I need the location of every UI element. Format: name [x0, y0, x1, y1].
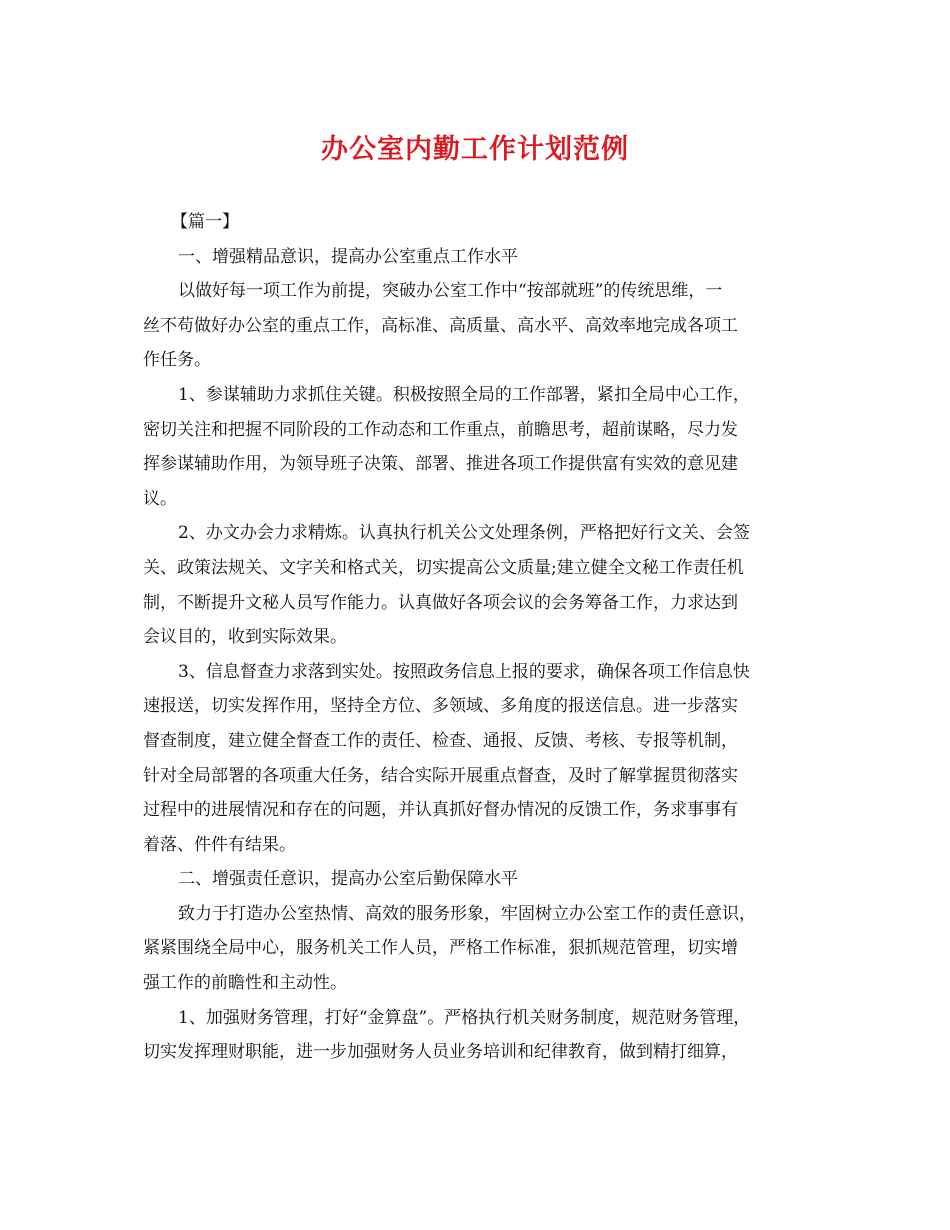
paragraph-line: 致力于打造办公室热情、高效的服务形象，牢固树立办公室工作的责任意识， — [178, 903, 756, 924]
paragraph-line: 密切关注和把握不同阶段的工作动态和工作重点，前瞻思考，超前谋略，尽力发 — [143, 419, 738, 440]
paragraph-line: 强工作的前瞻性和主动性。 — [143, 973, 347, 994]
paragraph-line: 作任务。 — [143, 350, 211, 371]
paragraph-line: 挥参谋辅助作用，为领导班子决策、部署、推进各项工作提供富有实效的意见建 — [143, 454, 738, 475]
subheading: 一、增强精品意识，提高办公室重点工作水平 — [178, 246, 518, 267]
paragraph-line: 督查制度，建立健全督查工作的责任、检查、通报、反馈、考核、专报等机制， — [143, 730, 738, 751]
paragraph-line: 关、政策法规关、文字关和格式关，切实提高公文质量;建立健全文秘工作责任机 — [143, 557, 744, 578]
document-body — [143, 205, 813, 1070]
paragraph-line: 切实发挥理财职能，进一步加强财务人员业务培训和纪律教育，做到精打细算， — [143, 1042, 738, 1063]
paragraph-line: 1、参谋辅助力求抓住关键。积极按照全局的工作部署，紧扣全局中心工作， — [178, 384, 750, 405]
paragraph-line: 着落、件件有结果。 — [143, 834, 296, 855]
section-heading: 【篇一】 — [171, 212, 239, 232]
document-title: 办公室内勤工作计划范例 — [321, 134, 629, 165]
paragraph-line: 针对全局部署的各项重大任务，结合实际开展重点督查，及时了解掌握贯彻落实 — [143, 765, 738, 786]
subheading: 二、增强责任意识，提高办公室后勤保障水平 — [178, 869, 518, 890]
paragraph-line: 会议目的，收到实际效果。 — [143, 627, 347, 648]
paragraph-line: 1、加强财务管理，打好“金算盘”。严格执行机关财务制度，规范财务管理， — [178, 1007, 751, 1028]
paragraph-line: 制，不断提升文秘人员写作能力。认真做好各项会议的会务筹备工作，力求达到 — [143, 592, 738, 613]
paragraph-line: 过程中的进展情况和存在的问题，并认真抓好督办情况的反馈工作，务求事事有 — [143, 800, 738, 821]
paragraph-line: 速报送，切实发挥作用，坚持全方位、多领域、多角度的报送信息。进一步落实 — [143, 696, 738, 717]
paragraph-line: 3、信息督查力求落到实处。按照政务信息上报的要求，确保各项工作信息快 — [178, 661, 750, 682]
paragraph-line: 丝不苟做好办公室的重点工作，高标准、高质量、高水平、高效率地完成各项工 — [143, 315, 738, 336]
paragraph-line: 议。 — [143, 488, 177, 509]
paragraph-line: 以做好每一项工作为前提，突破办公室工作中“按部就班”的传统思维，一 — [178, 281, 723, 302]
paragraph-line: 2、办文办会力求精炼。认真执行机关公文处理条例，严格把好行文关、会签 — [178, 523, 750, 544]
paragraph-line: 紧紧围绕全局中心，服务机关工作人员，严格工作标准，狠抓规范管理，切实增 — [143, 938, 738, 959]
